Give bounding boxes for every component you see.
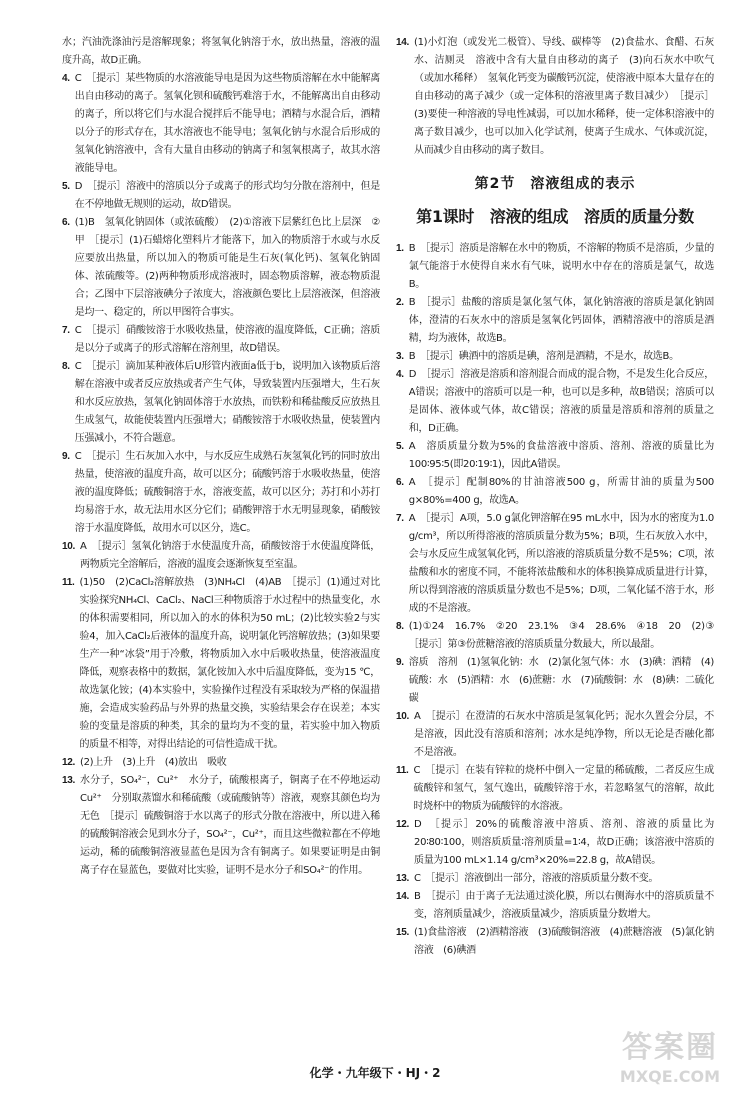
answer-text: C ［提示］在装有锌粒的烧杯中倒入一定量的稀硫酸，二者反应生成硫酸锌和氢气，氢气逸出，硫酸锌溶于水，若忽略氢气的溶解，故此时烧杯中的物质为硫酸锌的水溶液。 <box>413 765 714 812</box>
watermark-logo <box>604 1028 736 1094</box>
answer-text: (1)①24 16.7% ②20 23.1% ③4 28.6% ④18 20 (2)③ ［提示］第③份蔗糖溶液的溶质质量分数最大，所以最甜。 <box>408 621 724 650</box>
answer-text: B ［提示］盐酸的溶质是氯化氢气体，氯化钠溶液的溶质是氯化钠固体，澄清的石灰水中的溶质是氢氧化钙固体，酒精溶液中的溶质是酒精，均为液体，故选B。 <box>408 297 714 344</box>
answer-item <box>396 294 714 348</box>
answer-number: 6. <box>62 217 70 228</box>
answer-text: (2)上升 (3)上升 (4)放出 吸收 <box>80 757 227 768</box>
answer-number: 2. <box>396 297 404 308</box>
answer-number: 15. <box>396 927 410 938</box>
answer-item <box>62 322 380 358</box>
answer-text: (1)小灯泡（或发光二极管）、导线、碳棒等 (2)食盐水、食醋、石灰水、洁厕灵 溶液中含有大量自由移动的离子 (3)向石灰水中吹气（或加水稀释） 氢氧化钙变为碳酸钙沉淀，使溶液中原本大量存在的自由移动的离子减少（或一定体积的溶液里离子数目减少） ［提示］(3)要使一种溶液的导电性减弱，可以加水稀释，使一定体积溶液中的离子数目减少，也可以加入化学试剂，使离子生成水、气体或沉淀，从而减少自由移动的离子数目。 <box>414 37 714 156</box>
answer-item <box>62 214 380 322</box>
answer-number: 4. <box>62 73 70 84</box>
answer-number: 6. <box>396 477 404 488</box>
answer-item <box>396 240 714 294</box>
left-column <box>62 34 390 880</box>
answer-number: 8. <box>396 621 404 632</box>
answer-number: 11. <box>396 765 409 776</box>
answer-item <box>62 448 380 538</box>
answer-text: A ［提示］A项，5.0 g氯化钾溶解在95 mL水中，因为水的密度为1.0 g/cm³，所以所得溶液的溶质质量分数为5%；B项，生石灰放入水中，会与水反应生成氢氧化钙，所以溶液的溶质质量分数不是5%；C项，浓盐酸和水的密度不同，不能将浓盐酸和水的体积换算成质量进行计算，所以得到溶液的溶质质量分数也不是5%；D项，二氧化锰不溶于水，形成的不是溶液。 <box>408 513 714 614</box>
answer-item <box>62 538 380 574</box>
answer-number: 11. <box>62 577 75 588</box>
answer-item <box>396 870 714 888</box>
watermark-text: 答案圈 <box>622 1030 718 1065</box>
answer-number: 14. <box>396 37 410 48</box>
answer-text: D ［提示］溶液是溶质和溶剂混合而成的混合物，不是发生化合反应，A错误；溶液中的溶质可以是一种，也可以是多种，故B错误；溶质可以是固体、液体或气体，故C错误；溶液的质量是溶质和溶剂的质量之和，D正确。 <box>408 369 714 434</box>
answer-text: 水；汽油洗涤油污是溶解现象；将氢氧化钠溶于水，放出热量，溶液的温度升高，故D正确。 <box>62 37 380 66</box>
answer-text: 水分子，SO₄²⁻，Cu²⁺ 水分子，硫酸根离子，铜离子在不停地运动 Cu²⁺ 分别取蒸馏水和稀硫酸（或硫酸钠等）溶液，观察其颜色均为无色 ［提示］硫酸铜溶于水以离子的形式分散在溶液中，所以进入稀的硫酸铜溶液会见到水分子，SO₄²⁻，Cu²⁺，而且这些微粒都在不停地运动，稀的硫酸铜溶液显蓝色是因为含有铜离子。如果要证明是由铜离子存在显蓝色，要做对比实验，证明不是水分子和SO₄²⁻的作用。 <box>80 775 390 876</box>
answer-text: 溶质 溶剂 (1)氢氧化钠：水 (2)氯化氢气体：水 (3)碘：酒精 (4)硫酸：水 (5)酒精：水 (6)蔗糖：水 (7)硫酸铜：水 (8)碘：二硫化碳 <box>408 657 715 704</box>
answer-text: A ［提示］在澄清的石灰水中溶质是氢氧化钙；泥水久置会分层，不是溶液，因此没有溶质和溶剂；冰水是纯净物，所以无论是否融化都不是溶液。 <box>414 711 714 758</box>
answer-item <box>62 574 380 754</box>
answer-item <box>396 366 714 438</box>
answer-text: D ［提示］20%的硫酸溶液中溶质、溶剂、溶液的质量比为20∶80∶100，则溶质质量∶溶剂质量=1∶4，故D正确；该溶液中溶质的质量为100 mL×1.14 g/cm³×20%=22.8 g，故A错误。 <box>414 819 714 866</box>
answer-item <box>396 34 714 160</box>
answer-item <box>62 178 380 214</box>
answer-item <box>396 618 724 654</box>
answer-item <box>396 816 714 870</box>
answer-item <box>396 762 714 816</box>
answer-item <box>396 474 714 510</box>
answer-item <box>62 358 380 448</box>
answer-text: A ［提示］配制80%的甘油溶液500 g，所需甘油的质量为500 g×80%=400 g，故选A。 <box>408 477 714 506</box>
answer-item <box>62 34 380 70</box>
answer-text: C ［提示］溶液倒出一部分，溶液的溶质质量分数不变。 <box>414 873 659 884</box>
answer-number: 14. <box>396 891 410 902</box>
right-column <box>396 34 724 960</box>
answer-text: C ［提示］硝酸铵溶于水吸收热量，使溶液的温度降低，C正确；溶质是以分子或离子的形式溶解在溶剂里，故D错误。 <box>74 325 380 354</box>
answer-text: (1)B 氢氧化钠固体（或浓硫酸） (2)①溶液下层紫红色比上层深 ②甲 ［提示］(1)石蜡熔化塑料片才能落下，加入的物质溶于水或与水反应要放出热量，所以加入的物质可能是生石灰(氧化钙)、氢氧化钠固体、浓硫酸等。(2)两种物质形成溶液时，固态物质溶解，液态物质混合；乙图中下层溶液碘分子浓度大，溶液颜色要比上层溶液深，但溶液是均一、稳定的，所以甲图符合事实。 <box>74 217 380 318</box>
answer-number: 7. <box>396 513 404 524</box>
answer-number: 3. <box>396 351 404 362</box>
answer-number: 1. <box>396 243 404 254</box>
answer-item <box>62 772 390 880</box>
answer-number: 5. <box>62 181 70 192</box>
answer-number: 10. <box>396 711 410 722</box>
answer-number: 10. <box>62 541 76 552</box>
answer-item <box>396 348 714 366</box>
answer-number: 13. <box>396 873 410 884</box>
lesson-title: 第1课时 溶液的组成 溶质的质量分数 <box>416 207 694 226</box>
answer-item <box>396 924 714 960</box>
answer-text: B ［提示］碘酒中的溶质是碘，溶剂是酒精，不是水，故选B。 <box>408 351 679 362</box>
answer-item <box>62 754 380 772</box>
answer-text: B ［提示］溶质是溶解在水中的物质，不溶解的物质不是溶质，少量的氯气能溶于水使得自来水有气味，说明水中存在的溶质是氯气，故选B。 <box>408 243 714 290</box>
answer-text: A ［提示］氢氧化钠溶于水使温度升高，硝酸铵溶于水使温度降低，两物质完全溶解后，溶液的温度会逐渐恢复至室温。 <box>80 541 380 570</box>
watermark-url: MXQE.COM <box>619 1067 721 1086</box>
answer-number: 7. <box>62 325 70 336</box>
answer-number: 9. <box>396 657 404 668</box>
answer-item <box>396 438 714 474</box>
answer-item <box>396 708 714 762</box>
answer-text: B ［提示］由于离子无法通过淡化膜，所以右侧海水中的溶质质量不变，溶剂质量减少，溶液质量减少，溶质质量分数增大。 <box>414 891 714 920</box>
answer-number: 4. <box>396 369 404 380</box>
answer-item <box>62 70 380 178</box>
answer-number: 12. <box>62 757 76 768</box>
answer-item <box>396 654 714 708</box>
answer-text: (1)50 (2)CaCl₂溶解放热 (3)NH₄Cl (4)AB ［提示］(1)通过对比实验探究NH₄Cl、CaCl₂、NaCl三种物质溶于水过程中的热量变化，水的体积需要相同，所以加入的水的体积为50 mL；(2)比较实验2与实验4，加入CaCl₂后液体的温度升高，说明氯化钙溶解放热；(3)如果要生产一种“冰袋”用于冷敷，将物质加入水中后吸收热量，使溶液温度降低，观察表格中的数据，氯化铵加入水中后温度降低，变为15 ℃，故选氯化铵；(4)本实验中，实验操作过程没有采取较为严格的保温措施，会造成实验药品与外界的热量交换，实验结果会存在误差；本实验的变量是溶质的种类，其余的量均为不变的量，若实验中加入物质的质量不相等，对得出结论的可信性造成干扰。 <box>79 577 380 750</box>
answer-text: D ［提示］溶液中的溶质以分子或离子的形式均匀分散在溶剂中，但是在不停地做无规则的运动，故D错误。 <box>74 181 380 210</box>
answer-number: 13. <box>62 775 76 786</box>
answer-number: 9. <box>62 451 70 462</box>
answer-number: 5. <box>396 441 404 452</box>
section-title: 第2节 溶液组成的表示 <box>474 176 636 192</box>
answer-number: 8. <box>62 361 70 372</box>
answer-number: 12. <box>396 819 410 830</box>
answer-item <box>396 510 714 618</box>
answer-item <box>396 888 714 924</box>
answer-text: (1)食盐溶液 (2)酒精溶液 (3)硫酸铜溶液 (4)蔗糖溶液 (5)氯化钠溶液 (6)碘酒 <box>414 927 714 956</box>
answer-text: C ［提示］某些物质的水溶液能导电是因为这些物质溶解在水中能解离出自由移动的离子。氢氧化钡和硫酸钙难溶于水，不能解离出自由移动的离子，所以将它们与水混合搅拌后不能导电；酒精与水混合后，酒精以分子的形式存在，其水溶液也不能导电；氢氧化钠与水混合后形成的氢氧化钠溶液中，含有大量自由移动的钠离子和氢氧根离子，故其水溶液能导电。 <box>74 73 380 174</box>
answer-text: A 溶质质量分数为5%的食盐溶液中溶质、溶剂、溶液的质量比为100∶95∶5(即20∶19∶1)，因此A错误。 <box>408 441 714 470</box>
answer-text: C ［提示］生石灰加入水中，与水反应生成熟石灰氢氧化钙的同时放出热量，使溶液的温度升高，故可以区分；硫酸钙溶于水吸收热量，使溶液的温度降低；硫酸铜溶于水，溶液变蓝，故可以区分；苏打和小苏打均易溶于水，故无法用水区分它们；硝酸钾溶于水无明显现象，硝酸铵溶于水温度降低，故用水可以区分，选C。 <box>74 451 380 534</box>
answer-text: C ［提示］滴加某种液体后U形管内液面a低于b，说明加入该物质后溶解在溶液中或者反应放热或者产生气体，导致装置内压强增大，生石灰和水反应放热，氢氧化钠固体溶于水放热，而铁粉和稀盐酸反应放热且生成氢气，故能使装置内压强增大；硝酸铵溶于水吸收热量，使装置内压强减小，不符合题意。 <box>74 361 380 444</box>
page-footer: 化学・九年级下・HJ・2 <box>309 1066 441 1080</box>
